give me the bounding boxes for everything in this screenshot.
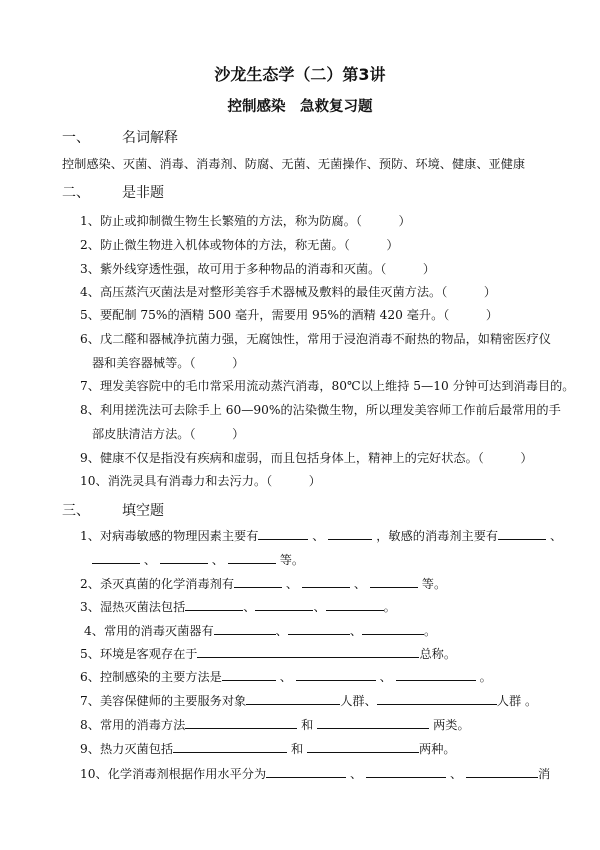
fill-1-text-b: ，敏感的消毒剂主要有: [376, 529, 499, 543]
fill-6-text: 6、控制感染的主要方法是: [80, 670, 222, 684]
tf-question-6: 6、戊二醛和器械净抗菌力强，无腐蚀性，常用于浸泡消毒不耐热的物品，如精密医疗仪: [80, 332, 551, 346]
tf-question-10: 10、消洗灵具有消毒力和去污力。（ ）: [80, 474, 321, 488]
fill-4-text: 4、常用的消毒灭菌器有: [84, 624, 214, 638]
answer-blank[interactable]: [366, 766, 446, 778]
fill-7-text-c: 人群 。: [496, 694, 538, 708]
fill-question-4: 4、常用的消毒灭菌器有 、 、 。: [84, 624, 437, 638]
answer-blank[interactable]: [466, 766, 538, 778]
fill-question-10: 10、化学消毒剂根据作用水平分为 、 、 消: [80, 767, 551, 781]
section-1-terms: 控制感染、灭菌、消毒、消毒剂、防腐、无菌、无菌操作、预防、环境、健康、亚健康: [62, 157, 526, 171]
tf-question-7: 7、理发美容院中的毛巾常采用流动蒸汽消毒，80℃以上维持 5—10 分钟可达到消毒目的。: [80, 379, 575, 393]
fill-8-text: 8、常用的消毒方法: [80, 718, 186, 732]
answer-blank[interactable]: [92, 552, 140, 564]
section-3-number: 三、: [62, 503, 90, 519]
fill-question-9: [80, 740, 456, 757]
answer-blank[interactable]: [185, 599, 243, 611]
answer-blank[interactable]: [307, 741, 419, 753]
section-3-title: 填空题: [122, 503, 164, 519]
answer-blank[interactable]: [317, 717, 429, 729]
answer-blank[interactable]: [362, 623, 424, 635]
answer-blank[interactable]: [160, 552, 208, 564]
section-2-title: 是非题: [122, 185, 164, 201]
answer-blank[interactable]: [377, 693, 497, 705]
fill-question-1-cont: 、 、 等。: [92, 551, 304, 568]
answer-blank[interactable]: [214, 623, 276, 635]
section-2-heading: [62, 182, 164, 202]
answer-blank[interactable]: [258, 528, 308, 540]
section-2-number: 二、: [62, 185, 90, 201]
answer-blank[interactable]: [288, 623, 350, 635]
answer-blank[interactable]: [255, 599, 313, 611]
answer-blank[interactable]: [228, 552, 276, 564]
fill-5-text-b: 总称。: [419, 647, 457, 661]
fill-3-text: 3、湿热灭菌法包括: [80, 600, 186, 614]
tf-question-3: 3、紫外线穿透性强，故可用于多种物品的消毒和灭菌。（ ）: [80, 262, 436, 276]
answer-blank[interactable]: [173, 741, 287, 753]
answer-blank[interactable]: [185, 717, 297, 729]
fill-9-text-c: 两种。: [419, 742, 456, 756]
fill-1-text: 1、对病毒敏感的物理因素主要有: [80, 529, 259, 543]
fill-10-text-b: 消: [538, 767, 551, 781]
answer-blank[interactable]: [396, 669, 476, 681]
fill-2-text: 2、杀灭真菌的化学消毒剂有: [80, 577, 235, 591]
answer-blank[interactable]: [222, 669, 276, 681]
answer-blank[interactable]: [266, 766, 346, 778]
fill-9-text-b: 和: [290, 742, 304, 756]
answer-blank[interactable]: [498, 528, 546, 540]
fill-question-7: [80, 692, 537, 709]
tf-question-1: 1、防止或抑制微生物生长繁殖的方法，称为防腐。（ ）: [80, 214, 411, 228]
page-title: 沙龙生态学（二）第3讲: [214, 65, 386, 84]
answer-blank[interactable]: [328, 528, 372, 540]
fill-question-3: 3、湿热灭菌法包括 、 、 。: [80, 600, 396, 614]
tf-question-9: 9、健康不仅是指没有疾病和虚弱，而且包括身体上，精神上的完好状态。（ ）: [80, 451, 533, 465]
tf-question-2: 2、防止微生物进入机体或物体的方法，称无菌。（ ）: [80, 238, 399, 252]
answer-blank[interactable]: [296, 669, 376, 681]
fill-question-6: 6、控制感染的主要方法是 、 、 。: [80, 670, 492, 684]
fill-9-text: 9、热力灭菌包括: [80, 742, 174, 756]
fill-question-5: [80, 645, 456, 662]
fill-7-text-b: 人群、: [340, 694, 377, 708]
fill-1-text-c: 等。: [279, 553, 305, 567]
answer-blank[interactable]: [326, 599, 384, 611]
fill-7-text: 7、美容保健师的主要服务对象: [80, 694, 247, 708]
section-1-number: 一、: [62, 130, 90, 146]
tf-question-6-cont: 器和美容器械等。（ ）: [92, 356, 245, 370]
section-1-heading: [62, 127, 178, 147]
tf-question-8-cont: 部皮肤清洁方法。（ ）: [92, 427, 245, 441]
tf-question-4: 4、高压蒸汽灭菌法是对整形美容手术器械及敷料的最佳灭菌方法。（ ）: [80, 285, 497, 299]
fill-question-2: 2、杀灭真菌的化学消毒剂有 、 、 等。: [80, 577, 447, 591]
fill-question-1: 1、对病毒敏感的物理因素主要有 、 ，敏感的消毒剂主要有 、: [80, 529, 563, 543]
section-1-title: 名词解释: [122, 130, 178, 146]
fill-8-text-b: 和: [301, 718, 314, 732]
fill-5-text: 5、环境是客观存在于: [80, 647, 198, 661]
tf-question-5: 5、要配制 75%的酒精 500 毫升，需要用 95%的酒精 420 毫升。（ ）: [80, 308, 499, 322]
section-3-heading: [62, 500, 164, 520]
answer-blank[interactable]: [302, 576, 350, 588]
page-subtitle: 控制感染 急救复习题: [227, 99, 373, 115]
fill-2-text-b: 等。: [421, 577, 447, 591]
fill-10-text: 10、化学消毒剂根据作用水平分为: [80, 767, 267, 781]
fill-8-text-c: 两类。: [433, 718, 470, 732]
tf-question-8: 8、利用搓洗法可去除手上 60—90%的沾染微生物，所以理发美容师工作前后最常用的手: [80, 403, 561, 417]
answer-blank[interactable]: [370, 576, 418, 588]
answer-blank[interactable]: [246, 693, 340, 705]
answer-blank[interactable]: [234, 576, 282, 588]
answer-blank[interactable]: [197, 646, 419, 658]
fill-question-8: [80, 716, 470, 733]
